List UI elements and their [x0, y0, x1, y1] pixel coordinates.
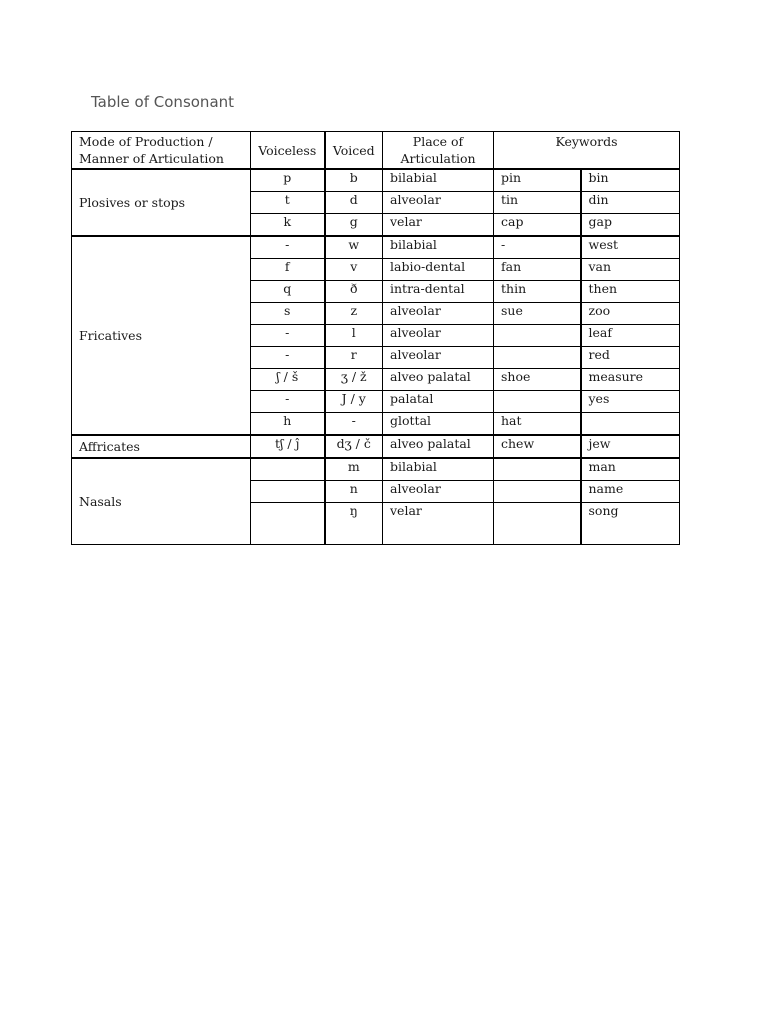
cell-keyword-2: man [581, 458, 680, 481]
cell-place: bilabial [383, 169, 494, 192]
cell-keyword-2: song [581, 503, 680, 545]
cell-keyword-1: - [494, 236, 581, 259]
group-name-cell: Affricates [72, 435, 251, 458]
header-mode-of-production [72, 132, 251, 170]
group-name-cell: Nasals [72, 458, 251, 545]
cell-voiced: d [325, 192, 383, 214]
page-title: Table of Consonant [91, 93, 235, 111]
cell-voiceless: ʃ / š [251, 369, 325, 391]
cell-place: alveolar [383, 481, 494, 503]
cell-keyword-1 [494, 503, 581, 545]
cell-voiceless: f [251, 259, 325, 281]
cell-voiced: l [325, 325, 383, 347]
cell-place: bilabial [383, 458, 494, 481]
cell-voiceless: tʃ / ĵ [251, 435, 325, 458]
cell-place: alveolar [383, 325, 494, 347]
cell-voiced: ŋ [325, 503, 383, 545]
cell-place: velar [383, 503, 494, 545]
cell-voiced: n [325, 481, 383, 503]
cell-keyword-1: thin [494, 281, 581, 303]
cell-keyword-2: yes [581, 391, 680, 413]
cell-keyword-2: gap [581, 214, 680, 237]
cell-keyword-2: bin [581, 169, 680, 192]
header-place-of-articulation [383, 132, 494, 170]
cell-voiced: - [325, 413, 383, 436]
cell-keyword-2: jew [581, 435, 680, 458]
cell-voiceless: k [251, 214, 325, 237]
cell-voiceless [251, 481, 325, 503]
header-row [72, 132, 680, 170]
table-row [72, 236, 680, 259]
table-row [72, 458, 680, 481]
consonant-table [71, 131, 680, 545]
cell-keyword-1 [494, 325, 581, 347]
header-voiced: Voiced [325, 132, 383, 170]
cell-voiced: b [325, 169, 383, 192]
cell-keyword-1 [494, 347, 581, 369]
header-place-line1: Place of [412, 134, 464, 149]
cell-voiceless: t [251, 192, 325, 214]
cell-voiceless: p [251, 169, 325, 192]
cell-voiceless: - [251, 325, 325, 347]
cell-keyword-1 [494, 481, 581, 503]
cell-place: alveolar [383, 303, 494, 325]
cell-voiced: w [325, 236, 383, 259]
cell-keyword-1 [494, 458, 581, 481]
group-name-cell: Plosives or stops [72, 169, 251, 236]
cell-voiceless: - [251, 391, 325, 413]
table-body [72, 132, 680, 545]
cell-voiced: ð [325, 281, 383, 303]
cell-voiced: J / y [325, 391, 383, 413]
cell-keyword-2: red [581, 347, 680, 369]
cell-place: alveo palatal [383, 435, 494, 458]
cell-place: palatal [383, 391, 494, 413]
cell-keyword-2 [581, 413, 680, 436]
cell-voiced: g [325, 214, 383, 237]
cell-keyword-1: chew [494, 435, 581, 458]
cell-place: bilabial [383, 236, 494, 259]
cell-voiced: r [325, 347, 383, 369]
cell-keyword-1 [494, 391, 581, 413]
cell-voiceless: - [251, 236, 325, 259]
cell-voiceless: s [251, 303, 325, 325]
cell-place: intra-dental [383, 281, 494, 303]
cell-voiceless: h [251, 413, 325, 436]
cell-voiced: m [325, 458, 383, 481]
cell-keyword-2: then [581, 281, 680, 303]
header-place-line2: Articulation [400, 151, 476, 166]
table-row [72, 169, 680, 192]
cell-keyword-2: van [581, 259, 680, 281]
cell-keyword-2: leaf [581, 325, 680, 347]
table-row [72, 435, 680, 458]
cell-place: labio-dental [383, 259, 494, 281]
cell-voiceless: - [251, 347, 325, 369]
cell-keyword-1: cap [494, 214, 581, 237]
cell-voiceless [251, 503, 325, 545]
group-name-cell: Fricatives [72, 236, 251, 435]
cell-keyword-1: pin [494, 169, 581, 192]
cell-keyword-1: tin [494, 192, 581, 214]
cell-keyword-2: name [581, 481, 680, 503]
cell-keyword-2: measure [581, 369, 680, 391]
cell-keyword-2: west [581, 236, 680, 259]
cell-place: velar [383, 214, 494, 237]
cell-voiced: z [325, 303, 383, 325]
cell-keyword-1: sue [494, 303, 581, 325]
header-mode-line1: Mode of Production / [79, 134, 213, 149]
cell-keyword-2: din [581, 192, 680, 214]
cell-voiced: ʒ / ž [325, 369, 383, 391]
cell-keyword-1: shoe [494, 369, 581, 391]
header-voiceless: Voiceless [251, 132, 325, 170]
cell-voiced: dʒ / č [325, 435, 383, 458]
cell-place: alveolar [383, 347, 494, 369]
cell-place: alveolar [383, 192, 494, 214]
cell-voiceless: q [251, 281, 325, 303]
cell-voiced: v [325, 259, 383, 281]
cell-place: glottal [383, 413, 494, 436]
cell-keyword-2: zoo [581, 303, 680, 325]
cell-keyword-1: fan [494, 259, 581, 281]
header-keywords: Keywords [494, 132, 680, 170]
cell-keyword-1: hat [494, 413, 581, 436]
cell-place: alveo palatal [383, 369, 494, 391]
cell-voiceless [251, 458, 325, 481]
header-mode-line2: Manner of Articulation [79, 151, 224, 166]
